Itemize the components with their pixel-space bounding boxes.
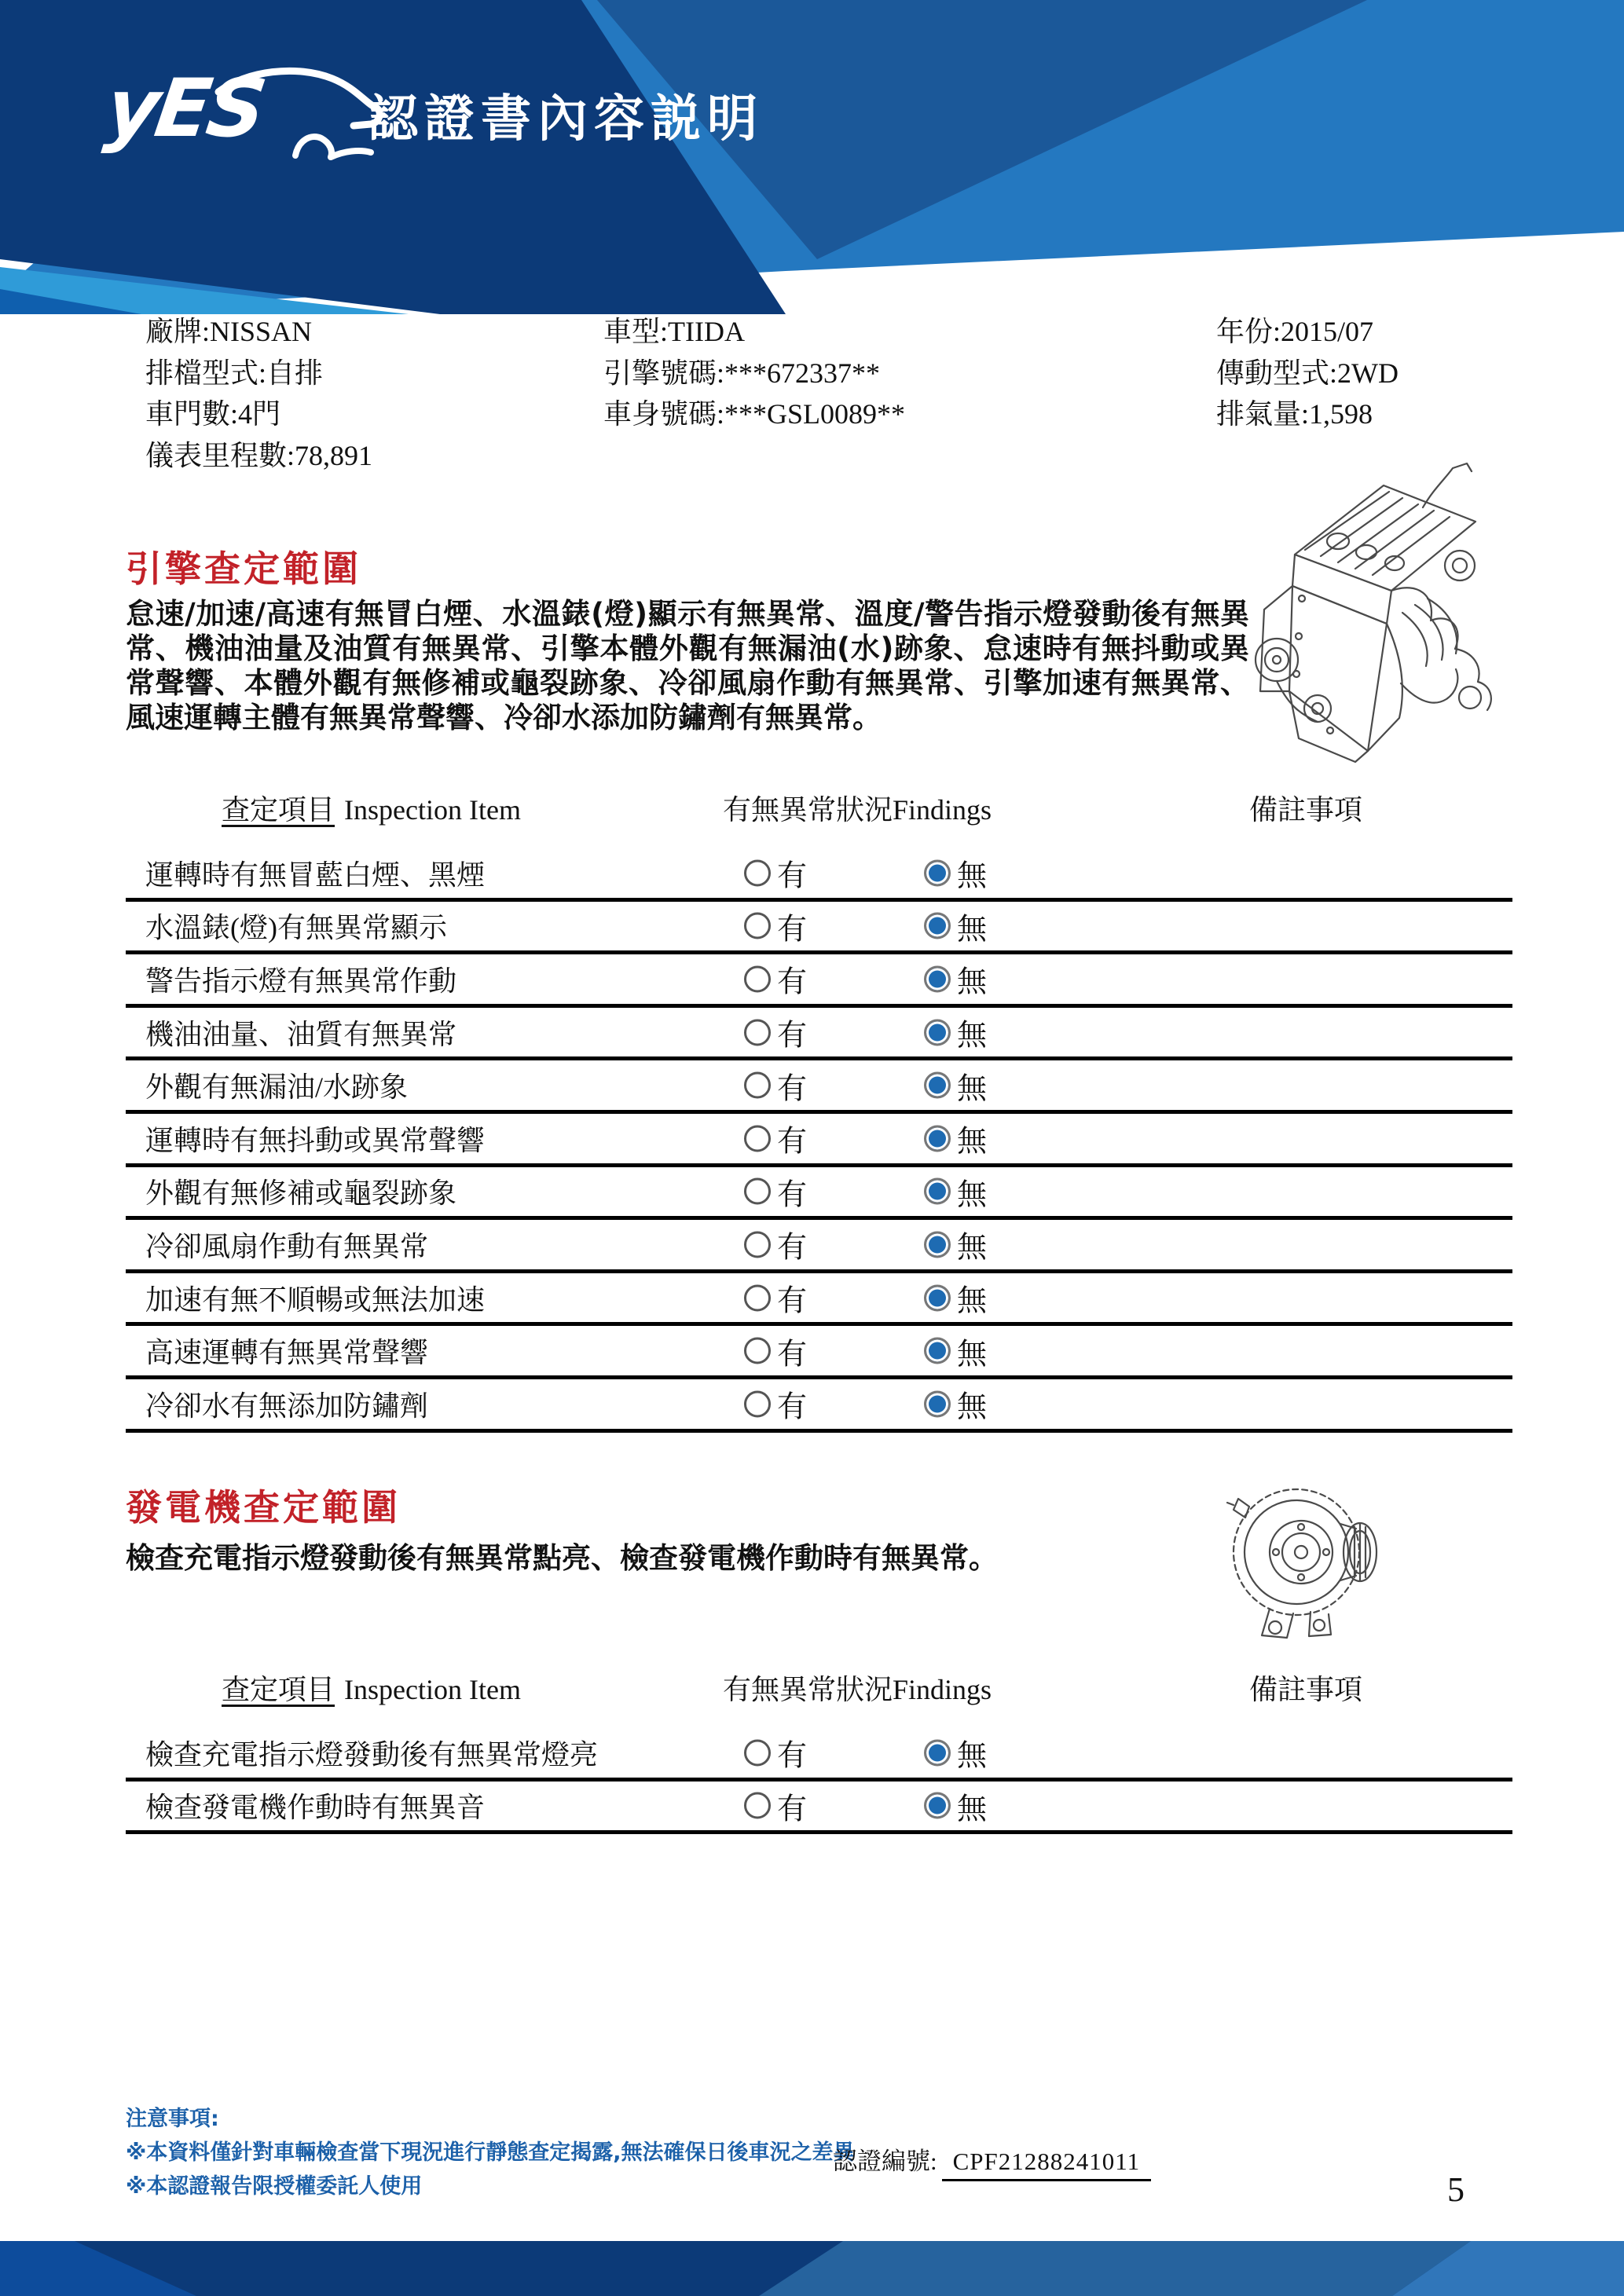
radio-yes-icon[interactable] [744,1739,771,1766]
radio-no[interactable]: 無 [924,958,987,1001]
inspection-item-label: 檢查充電指示燈發動後有無異常燈亮 [145,1738,599,1771]
column-header-notes: 備註事項 [1249,794,1363,826]
yes-logo [101,57,383,190]
findings-radio-group [126,1060,1512,1110]
radio-no[interactable]: 無 [924,1329,987,1372]
findings-radio-group [126,902,1512,951]
engine-table-header [126,782,1512,848]
radio-yes-icon[interactable] [744,859,771,886]
radio-no[interactable]: 無 [924,1382,987,1426]
inspection-item-label: 機油油量、油質有無異常 [145,1018,457,1050]
radio-yes-icon[interactable] [744,913,771,939]
vehicle-model: 車型:TIIDA [603,316,745,347]
inspection-item-label: 高速運轉有無異常聲響 [145,1337,429,1369]
findings-radio-group [126,1220,1512,1269]
generator-section-title: 發電機查定範圍 [126,1486,401,1529]
vehicle-make: 廠牌:NISSAN [145,316,313,347]
table-row [126,848,1512,902]
radio-no-icon[interactable] [924,1019,951,1045]
body-number: 車身號碼:***GSL0089** [603,398,906,430]
page-number: 5 [1447,2170,1465,2209]
engine-illustration [1220,430,1519,776]
findings-radio-group [126,848,1512,898]
column-header-notes: 備註事項 [1249,1674,1363,1705]
radio-yes-icon[interactable] [744,1284,771,1311]
findings-radio-group [126,954,1512,1004]
table-row [126,1114,1512,1167]
table-row [126,1167,1512,1221]
radio-yes-icon[interactable] [744,1072,771,1099]
radio-no[interactable]: 無 [924,1784,987,1827]
radio-no[interactable]: 無 [924,1170,987,1213]
radio-no-icon[interactable] [924,1284,951,1311]
radio-yes[interactable]: 有 [744,1731,807,1774]
radio-yes[interactable]: 有 [744,1117,807,1160]
findings-radio-group [126,1114,1512,1163]
table-row [126,1273,1512,1327]
note-line-2: ※本認證報告限授權委託人使用 [126,2174,423,2199]
inspection-item-label: 外觀有無漏油/水跡象 [145,1071,409,1104]
certificate-number-row [833,2141,1151,2181]
note-line-1: ※本資料僅針對車輛檢查當下現況進行靜態查定揭露,無法確保日後車況之差異 [126,2140,855,2165]
radio-yes[interactable]: 有 [744,904,807,947]
findings-radio-group [126,1167,1512,1217]
engine-number: 引擎號碼:***672337** [603,357,881,389]
radio-no[interactable]: 無 [924,1223,987,1266]
radio-no[interactable]: 無 [924,1011,987,1054]
table-row [126,1379,1512,1433]
car-silhouette-icon [101,57,383,190]
radio-yes-icon[interactable] [744,1019,771,1045]
column-header-item: 查定項目 Inspection Item [222,794,521,826]
findings-radio-group [126,1008,1512,1057]
footer-notes [126,2102,855,2203]
radio-no[interactable]: 無 [924,1731,987,1774]
table-row [126,902,1512,955]
engine-section-description: 怠速/加速/高速有無冒白煙、水溫錶(燈)顯示有無異常、溫度/警告指示燈發動後有無異常、機油油量及油質有無異常、引擎本體外觀有無漏油(水)跡象、怠速時有無抖動或異常聲響、本體外觀有無修補或龜裂跡象、冷卻風扇作動有無異常、引擎加速有無異常、風速運轉主體有無異常聲響、冷卻水添加防鏽劑有無異常。 [126,597,1249,734]
table-row [126,1008,1512,1061]
generator-table-header [126,1661,1512,1728]
drive-type: 傳動型式:2WD [1216,357,1399,389]
engine-inspection-table [126,782,1512,1433]
inspection-item-label: 檢查發電機作動時有無異音 [145,1792,486,1824]
findings-radio-group [126,1782,1512,1831]
footer-band-steel-panel [0,2241,1624,2296]
table-row [126,1782,1512,1835]
radio-yes[interactable]: 有 [744,1784,807,1827]
radio-no[interactable]: 無 [924,851,987,895]
column-header-findings: 有無異常狀況Findings [723,1674,992,1705]
inspection-item-label: 運轉時有無抖動或異常聲響 [145,1124,486,1156]
footer-band [0,2241,1624,2296]
model-year: 年份:2015/07 [1216,316,1374,347]
page-title: 認證書內容説明 [368,90,764,148]
notes-title: 注意事項: [126,2107,219,2131]
radio-no[interactable]: 無 [924,1276,987,1320]
inspection-item-label: 警告指示燈有無異常作動 [145,965,457,997]
radio-yes-icon[interactable] [744,1338,771,1364]
findings-radio-group [126,1326,1512,1375]
table-row [126,1326,1512,1379]
radio-yes-icon[interactable] [744,1390,771,1417]
findings-radio-group [126,1273,1512,1323]
yes-logo-text: yES [100,62,269,156]
page-header [0,0,1624,314]
radio-no-icon[interactable] [924,859,951,886]
radio-no-icon[interactable] [924,1338,951,1364]
displacement: 排氣量:1,598 [1216,398,1373,430]
radio-no[interactable]: 無 [924,1117,987,1160]
findings-radio-group [126,1728,1512,1778]
radio-yes[interactable]: 有 [744,1223,807,1266]
findings-radio-group [126,1379,1512,1429]
radio-no-icon[interactable] [924,1072,951,1099]
radio-no[interactable]: 無 [924,904,987,947]
transmission: 排檔型式:自排 [145,357,324,389]
radio-no-icon[interactable] [924,965,951,992]
radio-yes-icon[interactable] [744,965,771,992]
column-header-findings: 有無異常狀況Findings [723,794,992,826]
inspection-item-label: 水溫錶(燈)有無異常顯示 [145,912,447,944]
radio-no[interactable]: 無 [924,1064,987,1107]
table-row [126,1220,1512,1273]
inspection-item-label: 加速有無不順暢或無法加速 [145,1283,486,1316]
radio-yes[interactable]: 有 [744,1329,807,1372]
radio-yes[interactable]: 有 [744,1382,807,1426]
inspection-item-label: 冷卻風扇作動有無異常 [145,1230,429,1262]
generator-inspection-table [126,1661,1512,1834]
radio-no-icon[interactable] [924,1739,951,1766]
table-row [126,1060,1512,1114]
table-row [126,954,1512,1008]
inspection-item-label: 運轉時有無冒藍白煙、黑煙 [145,859,486,891]
radio-yes[interactable]: 有 [744,1011,807,1054]
alternator-illustration [1224,1475,1401,1648]
radio-no-icon[interactable] [924,1390,951,1417]
radio-no-icon[interactable] [924,913,951,939]
radio-yes-icon[interactable] [744,1125,771,1152]
odometer: 儀表里程數:78,891 [145,439,373,471]
door-count: 車門數:4門 [145,398,281,430]
radio-yes[interactable]: 有 [744,958,807,1001]
engine-section-title: 引擎查定範圍 [126,547,361,590]
vehicle-info-col1 [145,311,372,476]
radio-no-icon[interactable] [924,1125,951,1152]
radio-yes[interactable]: 有 [744,1276,807,1320]
certificate-number-value: CPF21288241011 [942,2148,1152,2181]
radio-yes[interactable]: 有 [744,851,807,895]
vehicle-info-col3 [1216,311,1399,435]
radio-no-icon[interactable] [924,1792,951,1819]
inspection-item-label: 冷卻水有無添加防鏽劑 [145,1390,429,1422]
radio-no-icon[interactable] [924,1231,951,1258]
radio-yes[interactable]: 有 [744,1170,807,1213]
radio-no-icon[interactable] [924,1178,951,1205]
table-row [126,1728,1512,1782]
certificate-number-label: 認證編號: [833,2148,937,2175]
radio-yes-icon[interactable] [744,1792,771,1819]
inspection-item-label: 外觀有無修補或龜裂跡象 [145,1177,457,1210]
vehicle-info-col2 [603,311,905,435]
radio-yes-icon[interactable] [744,1178,771,1205]
column-header-item: 查定項目 Inspection Item [222,1674,521,1705]
radio-yes-icon[interactable] [744,1231,771,1258]
generator-section-description: 檢查充電指示燈發動後有無異常點亮、檢查發電機作動時有無異常。 [126,1541,998,1575]
radio-yes[interactable]: 有 [744,1064,807,1107]
